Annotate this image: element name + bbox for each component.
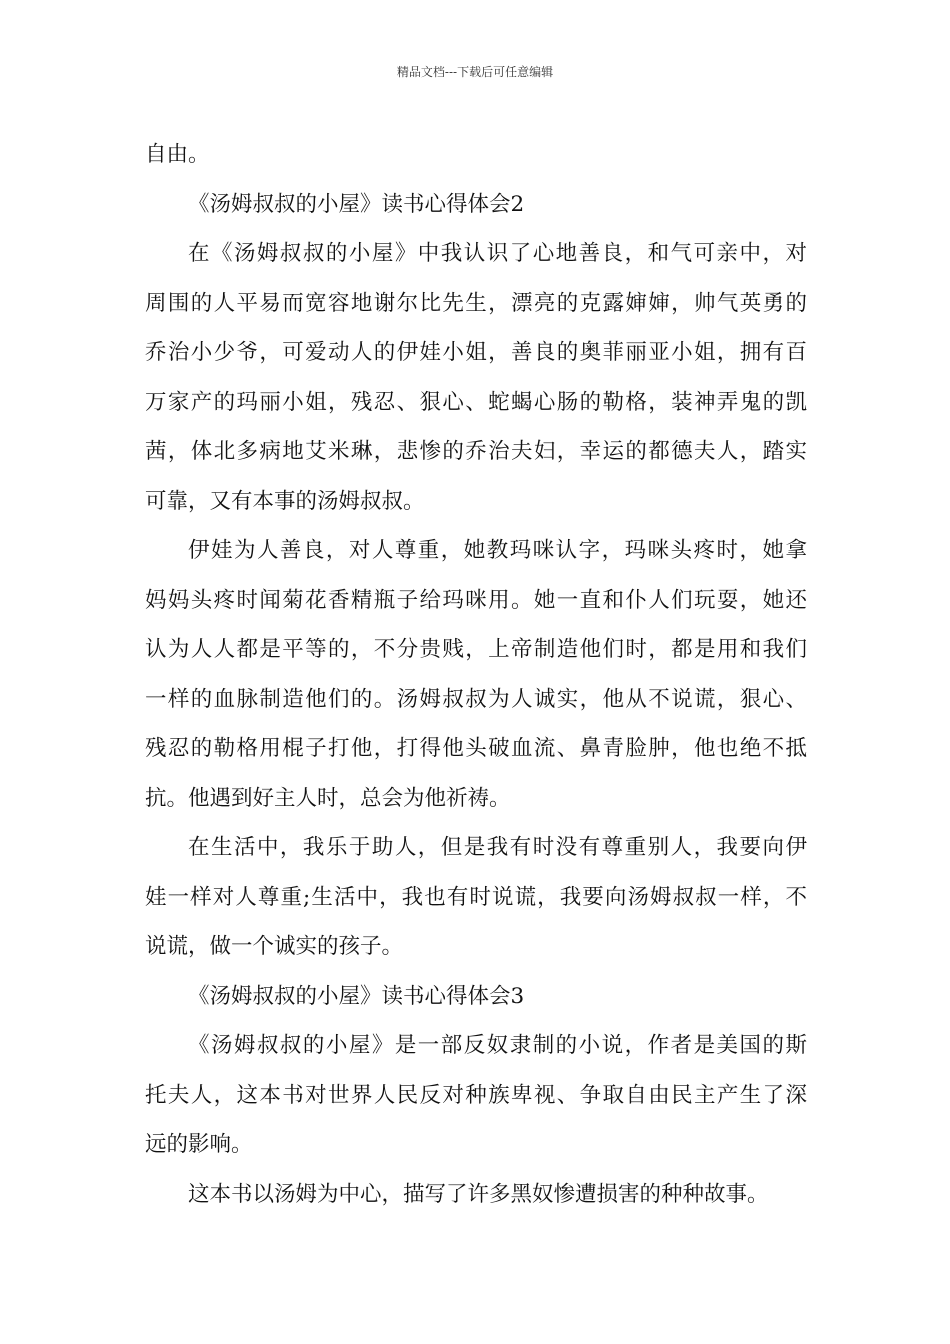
text-line: 远的影响。	[145, 1132, 253, 1157]
text-line: 托夫人，这本书对世界人民反对种族卑视、争取自由民主产生了深	[145, 1082, 807, 1108]
document-body	[145, 130, 807, 1219]
text-line: 在生活中，我乐于助人，但是我有时没有尊重别人，我要向伊	[188, 835, 807, 860]
text-line: 周围的人平易而宽容地谢尔比先生，漂亮的克露婶婶，帅气英勇的	[145, 290, 807, 316]
text-line: 认为人人都是平等的，不分贵贱，上帝制造他们时，都是用和我们	[145, 637, 807, 662]
text-line: 抗。他遇到好主人时，总会为他祈祷。	[145, 785, 511, 811]
section-heading: 《汤姆叔叔的小屋》读书心得体会3	[188, 983, 525, 1009]
text-line: 说谎，做一个诚实的孩子。	[145, 934, 404, 959]
text-line: 残忍的勒格用棍子打他，打得他头破血流、鼻青脸肿，他也绝不抵	[145, 736, 807, 761]
text-line: 一样的血脉制造他们的。汤姆叔叔为人诚实，他从不说谎，狠心、	[145, 686, 807, 712]
text-line: 妈妈头疼时闻菊花香精瓶子给玛咪用。她一直和仆人们玩耍，她还	[145, 587, 807, 613]
text-line: 自由。	[145, 142, 210, 167]
text-line: 万家产的玛丽小姐，残忍、狠心、蛇蝎心肠的勒格，装神弄鬼的凯	[145, 389, 807, 415]
text-line: 这本书以汤姆为中心，描写了许多黑奴惨遭损害的种种故事。	[188, 1181, 769, 1207]
section-heading: 《汤姆叔叔的小屋》读书心得体会2	[188, 191, 525, 217]
text-line: 娃一样对人尊重;生活中，我也有时说谎，我要向汤姆叔叔一样，不	[145, 884, 807, 910]
text-line: 茜，体北多病地艾米琳，悲惨的乔治夫妇，幸运的都德夫人，踏实	[145, 439, 807, 464]
text-line: 在《汤姆叔叔的小屋》中我认识了心地善良，和气可亲中，对	[188, 241, 807, 266]
page-header: 精品文档---下载后可任意编辑	[396, 65, 554, 79]
text-line: 伊娃为人善良，对人尊重，她教玛咪认字，玛咪头疼时，她拿	[188, 538, 807, 563]
text-line: 《汤姆叔叔的小屋》是一部反奴隶制的小说，作者是美国的斯	[188, 1033, 807, 1058]
text-line: 可靠，又有本事的汤姆叔叔。	[145, 488, 425, 514]
text-line: 乔治小少爷，可爱动人的伊娃小姐，善良的奥菲丽亚小姐，拥有百	[145, 340, 807, 365]
